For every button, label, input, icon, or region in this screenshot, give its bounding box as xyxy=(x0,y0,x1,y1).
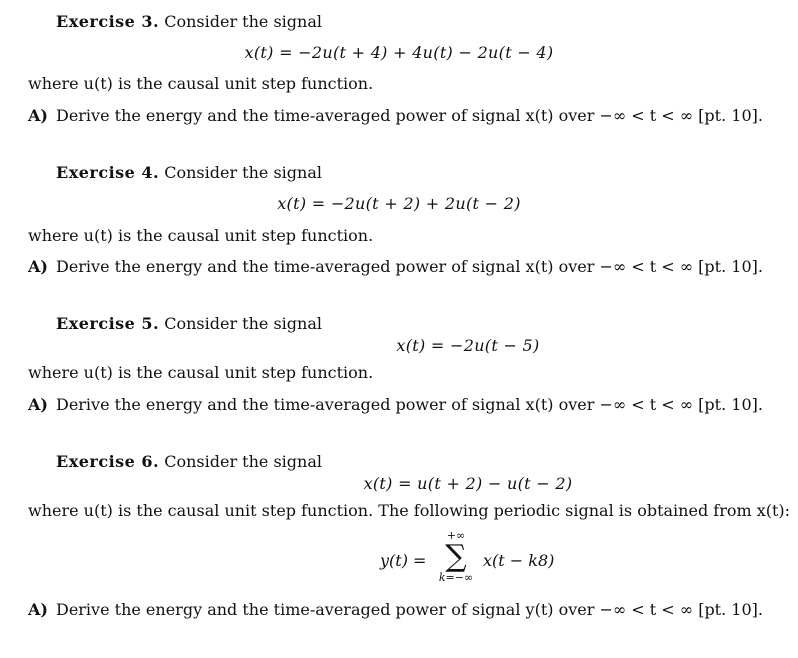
exercise-6-heading: Exercise 6. xyxy=(56,452,160,471)
exercise-6-periodic-sum xyxy=(0,530,798,590)
exercise-6-equation: x(t) = u(t + 2) − u(t − 2) xyxy=(363,474,573,493)
exercise-5-intro: Consider the signal xyxy=(164,314,322,333)
exercise-5-where: where u(t) is the causal unit step function. xyxy=(28,363,374,382)
exercise-4-task-label: A) xyxy=(28,257,48,276)
exercise-6-task-label: A) xyxy=(28,600,48,619)
sum-lower-limit: k=−∞ xyxy=(438,571,474,584)
exercise-4-equation: x(t) = −2u(t + 2) + 2u(t − 2) xyxy=(277,194,521,213)
sum-upper-limit: +∞ xyxy=(446,529,466,542)
exercise-5-task-text: Derive the energy and the time-averaged power of signal x(t) over −∞ < t < ∞ [pt. 10]. xyxy=(55,395,763,414)
exercise-4-intro: Consider the signal xyxy=(164,163,322,182)
exercise-4-where: where u(t) is the causal unit step function. xyxy=(28,226,374,245)
exercise-5-task xyxy=(28,395,763,415)
exercise-4-task xyxy=(28,257,763,277)
exercise-3-equation: x(t) = −2u(t + 4) + 4u(t) − 2u(t − 4) xyxy=(244,43,554,62)
exercise-6-where: where u(t) is the causal unit step function. The following periodic signal is obtained from x(t): xyxy=(28,501,791,520)
exercise-5-header xyxy=(56,314,322,334)
exercise-4-heading: Exercise 4. xyxy=(56,163,160,182)
exercise-6-task-text: Derive the energy and the time-averaged power of signal y(t) over −∞ < t < ∞ [pt. 10]. xyxy=(55,600,763,619)
exercise-3-intro: Consider the signal xyxy=(164,12,322,31)
sigma-symbol: ∑ xyxy=(445,539,467,574)
exercise-3-heading: Exercise 3. xyxy=(56,12,160,31)
exercise-6-intro: Consider the signal xyxy=(164,452,322,471)
exercise-5-equation: x(t) = −2u(t − 5) xyxy=(396,336,540,355)
exercise-3-task xyxy=(28,106,763,126)
exercise-5-task-label: A) xyxy=(28,395,48,414)
exercise-3-task-label: A) xyxy=(28,106,48,125)
exercise-3-task-text: Derive the energy and the time-averaged power of signal x(t) over −∞ < t < ∞ [pt. 10]. xyxy=(55,106,763,125)
exercise-3-where: where u(t) is the causal unit step function. xyxy=(28,74,374,93)
exercise-3-header xyxy=(56,12,322,32)
sum-rhs: x(t − k8) xyxy=(483,551,555,570)
summation xyxy=(433,530,479,584)
exercise-6-header xyxy=(56,452,322,472)
exercise-6-task xyxy=(28,600,763,620)
sum-lhs: y(t) = xyxy=(380,551,427,570)
exercise-5-heading: Exercise 5. xyxy=(56,314,160,333)
exercise-4-header xyxy=(56,163,322,183)
exercise-4-task-text: Derive the energy and the time-averaged power of signal x(t) over −∞ < t < ∞ [pt. 10]. xyxy=(55,257,763,276)
